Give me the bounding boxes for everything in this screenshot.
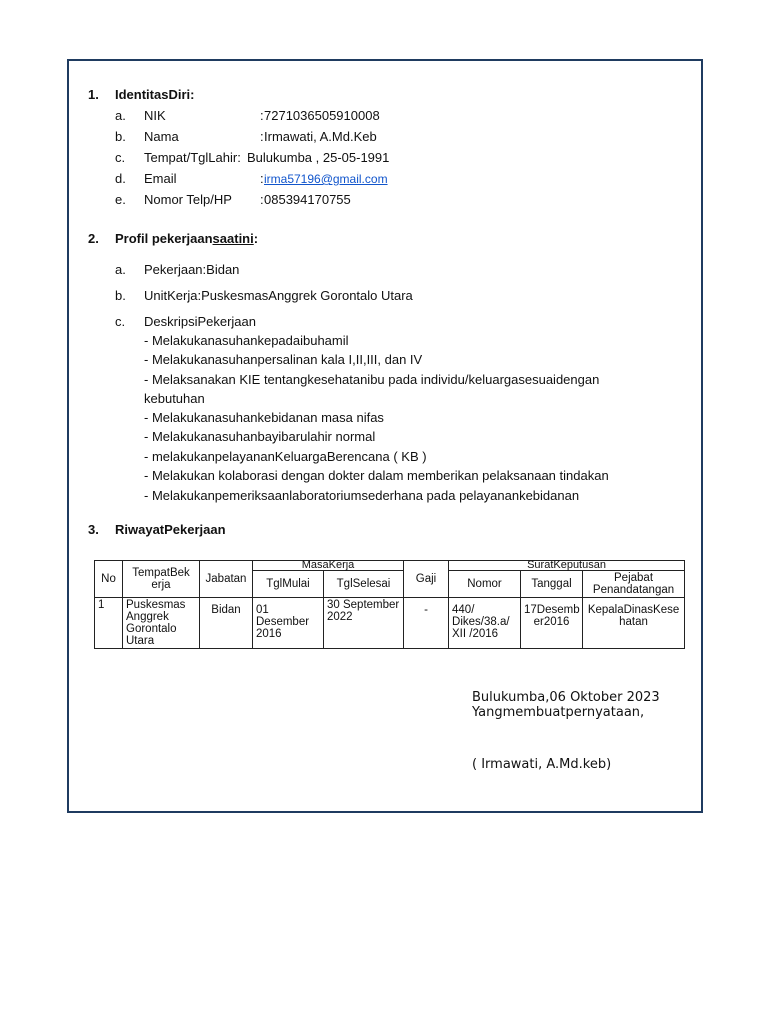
- section-1-number: 1.: [88, 87, 99, 102]
- deskripsi-item: - Melakukanasuhankepadaibuhamil: [144, 333, 349, 348]
- header-tgl-mulai: TglMulai: [253, 571, 324, 598]
- telp-value: 085394170755: [264, 192, 351, 207]
- nik-label: NIK: [144, 108, 166, 123]
- header-tempat: TempatBek erja: [123, 561, 200, 598]
- header-tanggal: Tanggal: [521, 571, 583, 598]
- section-2-number: 2.: [88, 231, 99, 246]
- section-2-title: Profil pekerjaansaatini:: [115, 231, 259, 246]
- profil-letter-a: a.: [115, 262, 126, 277]
- deskripsi-item: - Melakukanasuhankebidanan masa nifas: [144, 410, 384, 425]
- telp-label: Nomor Telp/HP: [144, 192, 232, 207]
- table-row: [95, 598, 685, 649]
- deskripsi-title: DeskripsiPekerjaan: [144, 314, 256, 329]
- section-3-number: 3.: [88, 522, 99, 537]
- email-label: Email: [144, 171, 177, 186]
- header-tgl-selesai: TglSelesai: [324, 571, 404, 598]
- deskripsi-item: kebutuhan: [144, 391, 205, 406]
- nik-sep: :: [260, 108, 264, 123]
- cell-tempat: Puskesmas Anggrek Gorontalo Utara: [123, 598, 200, 649]
- section-3-title: RiwayatPekerjaan: [115, 522, 226, 537]
- nik-value: 7271036505910008: [264, 108, 380, 123]
- identitas-letter-d: d.: [115, 171, 126, 186]
- profil-letter-c: c.: [115, 314, 126, 329]
- identitas-letter-e: e.: [115, 192, 126, 207]
- unit-kerja-text: UnitKerja:PuskesmasAnggrek Gorontalo Utara: [144, 288, 413, 303]
- signature-name: ( Irmawati, A.Md.keb): [472, 757, 612, 772]
- cell-nomor: 440/ Dikes/38.a/ XII /2016: [449, 598, 521, 649]
- deskripsi-item: - melakukanpelayananKeluargaBerencana ( KB ): [144, 449, 427, 464]
- header-no: No: [95, 561, 123, 598]
- nama-sep: :: [260, 129, 264, 144]
- header-masa-kerja: MasaKerja: [253, 561, 404, 571]
- nama-value: Irmawati, A.Md.Keb: [264, 129, 377, 144]
- deskripsi-item: - Melakukanpemeriksaanlaboratoriumsederhana pada pelayanankebidanan: [144, 488, 580, 503]
- cell-tgl-mulai: 01 Desember 2016: [253, 598, 324, 649]
- signature-statement: Yangmembuatpernyataan,: [472, 705, 645, 720]
- section-1-title: IdentitasDiri:: [115, 87, 195, 102]
- header-jabatan: Jabatan: [200, 561, 253, 598]
- cell-no: 1: [95, 598, 123, 649]
- deskripsi-item: - Melakukanasuhanpersalinan kala I,II,III, dan IV: [144, 352, 423, 367]
- ttl-value: Bulukumba , 25-05-1991: [247, 150, 390, 165]
- table-header-row: [95, 561, 685, 571]
- telp-sep: :: [260, 192, 264, 207]
- deskripsi-item: - Melaksanakan KIE tentangkesehatanibu pada individu/keluargasesuaidengan: [144, 372, 600, 387]
- header-pejabat: Pejabat Penandatangan: [583, 571, 685, 598]
- cell-jabatan: Bidan: [200, 598, 253, 649]
- deskripsi-item: - Melakukanasuhanbayibarulahir normal: [144, 429, 376, 444]
- email-link[interactable]: irma57196@gmail.com: [264, 172, 388, 186]
- identitas-letter-a: a.: [115, 108, 126, 123]
- header-gaji: Gaji: [404, 561, 449, 598]
- email-sep: :: [260, 171, 264, 186]
- cell-tanggal: 17Desemb er2016: [521, 598, 583, 649]
- signature-place-date: Bulukumba,06 Oktober 2023: [472, 690, 660, 705]
- ttl-label: Tempat/TglLahir:: [144, 150, 241, 165]
- riwayat-table: [94, 560, 685, 649]
- profil-letter-b: b.: [115, 288, 126, 303]
- cell-pejabat: KepalaDinasKese hatan: [583, 598, 685, 649]
- header-nomor: Nomor: [449, 571, 521, 598]
- deskripsi-item: - Melakukan kolaborasi dengan dokter dalam memberikan pelaksanaan tindakan: [144, 468, 609, 483]
- header-surat: SuratKeputusan: [449, 561, 685, 571]
- cell-tgl-selesai: 30 September 2022: [324, 598, 404, 649]
- pekerjaan-text: Pekerjaan:Bidan: [144, 262, 240, 277]
- nama-label: Nama: [144, 129, 179, 144]
- identitas-letter-c: c.: [115, 150, 126, 165]
- identitas-letter-b: b.: [115, 129, 126, 144]
- cell-gaji: -: [404, 598, 449, 649]
